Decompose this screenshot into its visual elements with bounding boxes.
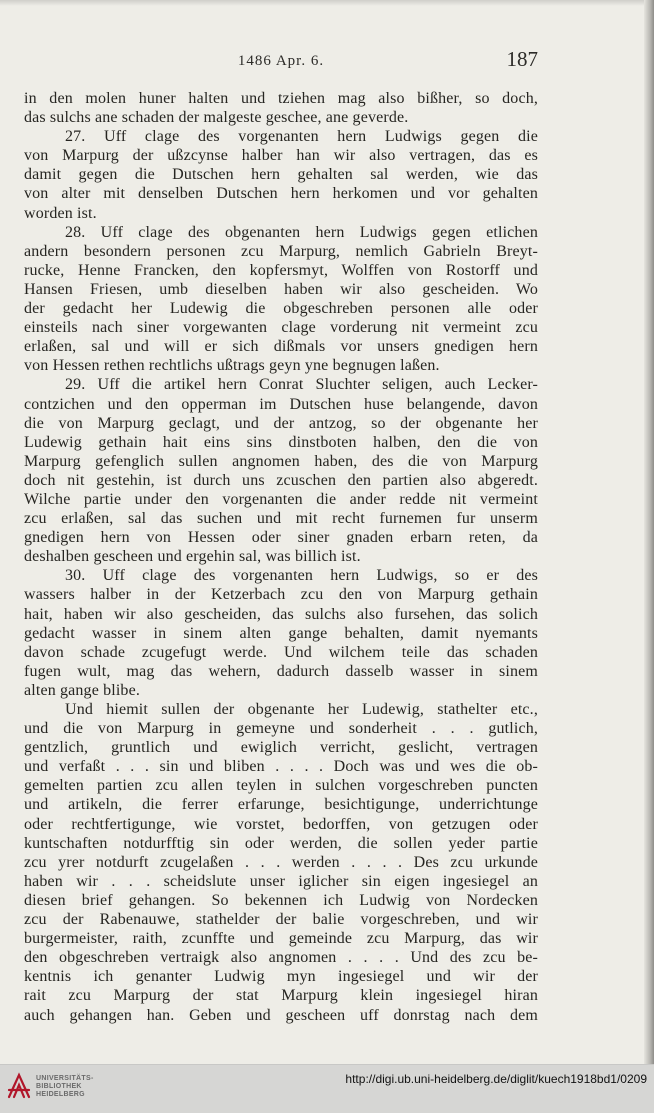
text-line: zcu der Rabenauwe, stathelder der balie vorgeschreben, und wir bbox=[24, 911, 538, 929]
text-line: einsteils nach siner vorgewanten clage vorderung nit vermeint zcu bbox=[24, 319, 538, 337]
text-line: erlaßen, sal und will er sich dißmals vor unsers gnedigen hern bbox=[24, 338, 538, 356]
page-top-shadow bbox=[0, 0, 654, 6]
running-head: 1486 Apr. 6. bbox=[237, 53, 325, 69]
text-line: deshalben gescheen und ergehin sal, was billich ist. bbox=[24, 548, 361, 566]
text-line: Hansen Friesen, umb dieselben haben wir also gescheiden. Wo bbox=[24, 280, 538, 298]
text-line: andern besondern personen zcu Marpurg, nemlich Gabrieln Breyt- bbox=[24, 242, 538, 260]
text-line: gemelten partien zcu allen teylen in sulchen vorgeschreben puncten bbox=[24, 777, 538, 795]
text-line: wassers halber in der Ketzerbach zcu den von Marpurg gethain bbox=[24, 586, 538, 604]
text-line: burgermeister, raith, zcunffte und gemeinde zcu Marpurg, das wir bbox=[24, 930, 538, 948]
text-line: das sulchs ane schaden der malgeste geschee, ane geverde. bbox=[24, 109, 409, 127]
text-line: Und hiemit sullen der obgenante her Ludewig, stathelter etc., bbox=[65, 701, 538, 718]
text-line: diesen brief gehangen. So bekennen ich Ludwig von Nordecken bbox=[24, 891, 538, 909]
text-line: und die von Marpurg in gemeyne und sonderheit . . . gutlich, bbox=[24, 720, 538, 738]
text-line: oder rechtfertigunge, wie vorstet, bedorffen, von getzugen oder bbox=[24, 815, 538, 833]
text-line: von Marpurg der ußzcynse halber han wir also vertragen, das es bbox=[24, 147, 538, 165]
text-line: 30. Uff clage des vorgenanten hern Ludwigs, so er des bbox=[65, 567, 538, 585]
text-line: gedacht wasser in sinem alten gange behalten, damit nyemants bbox=[24, 624, 538, 642]
text-line: contzichen und den opperman im Dutschen huse belangende, davon bbox=[24, 395, 538, 413]
text-line: 28. Uff clage des obgenanten hern Ludwigs gegen etlichen bbox=[65, 223, 538, 241]
page-number: 187 bbox=[506, 47, 538, 71]
text-line: kuntschaften notdurfftig sin oder werden, die sollen yeder partie bbox=[24, 834, 538, 852]
text-line: worden ist. bbox=[24, 204, 97, 222]
text-line: damit gegen die Dutschen hern gehalten sal werden, wie das bbox=[24, 166, 538, 184]
text-line: kentnis ich genanter Ludwig myn ingesiegel und wir der bbox=[24, 968, 538, 986]
text-line: den obgeschreben vertraigk also angnomen . . . . Und des zcu be- bbox=[24, 949, 538, 967]
text-line: die von Marpurg geclagt, und der antzog, so der obgenante her bbox=[24, 414, 538, 432]
source-url-link[interactable]: http://digi.ub.uni-heidelberg.de/diglit/kuech1918bd1/0209 bbox=[345, 1072, 647, 1086]
text-line: und verfaßt . . . sin und bliben . . . . Doch was und wes die ob- bbox=[24, 758, 538, 776]
library-name-line: UNIVERSITÄTS- bbox=[36, 1075, 94, 1082]
text-line: zcu erlaßen, sal das suchen und mit recht furnemen fur unserm bbox=[24, 510, 538, 528]
library-name bbox=[36, 1075, 94, 1099]
page-header bbox=[24, 47, 538, 77]
text-line: rait zcu Marpurg der stat Marpurg klein ingesiegel hiran bbox=[24, 987, 538, 1005]
page-right-edge bbox=[644, 0, 654, 1064]
body-text bbox=[24, 89, 538, 1025]
text-line: doch nit gestehin, ist durch uns zcuschen den partien also abgeredt. bbox=[24, 471, 538, 489]
text-line: gentzlich, gruntlich und ewiglich verricht, geslicht, vertragen bbox=[24, 739, 538, 757]
text-line: 29. Uff die artikel hern Conrat Sluchter seligen, auch Lecker- bbox=[65, 376, 538, 394]
text-line: auch gehangen han. Geben und gescheen uff donrstag nach dem bbox=[24, 1006, 538, 1024]
library-logo-icon bbox=[6, 1072, 32, 1100]
text-line: haben wir . . . scheidslute unser iglicher sin eigen ingesiegel an bbox=[24, 872, 538, 890]
text-line: davon schade zcugefugt werde. Und wilchem teile das schaden bbox=[24, 643, 538, 661]
text-line: fugen wult, mag das wehern, dadurch dasselb wasser in sinem bbox=[24, 662, 538, 680]
text-line: von alter mit denselben Dutschen hern herkomen und vor gehalten bbox=[24, 185, 538, 203]
text-line: zcu yrer notdurft zcugelaßen . . . werden . . . . Des zcu urkunde bbox=[24, 853, 538, 871]
text-line: und artikeln, die ferrer erfarunge, besichtigunge, underrichtunge bbox=[24, 796, 538, 814]
text-line: alten gange blibe. bbox=[24, 681, 140, 699]
library-name-line: BIBLIOTHEK bbox=[36, 1083, 82, 1090]
text-line: Marpurg gefenglich sullen angnomen haben, des die von Marpurg bbox=[24, 452, 538, 470]
library-name-line: HEIDELBERG bbox=[36, 1091, 85, 1098]
text-line: 27. Uff clage des vorgenanten hern Ludwigs gegen die bbox=[65, 128, 538, 146]
text-line: gnedigen hern von Hessen oder siner gnaden erbarn reten, da bbox=[24, 529, 538, 547]
text-line: in den molen huner halten und tziehen mag also bißher, so doch, bbox=[24, 90, 538, 107]
text-line: der gedacht her Ludewig die obgeschreben personen alle oder bbox=[24, 300, 538, 318]
text-line: Wilche partie under den vorgenanten die ander redde nit vermeint bbox=[24, 490, 538, 508]
text-line: von Hessen rethen rechtlichs ußtrags geyn yne begnugen laßen. bbox=[24, 357, 440, 375]
text-line: Ludewig gethain hait eins sins dinstboten halben, den die von bbox=[24, 433, 538, 451]
text-line: hait, haben wir also gescheiden, das sulchs also fursehen, das solich bbox=[24, 605, 538, 623]
footer-bar bbox=[0, 1064, 654, 1113]
text-line: rucke, Henne Francken, den kopfersmyt, Wolffen von Rostorff und bbox=[24, 261, 538, 279]
